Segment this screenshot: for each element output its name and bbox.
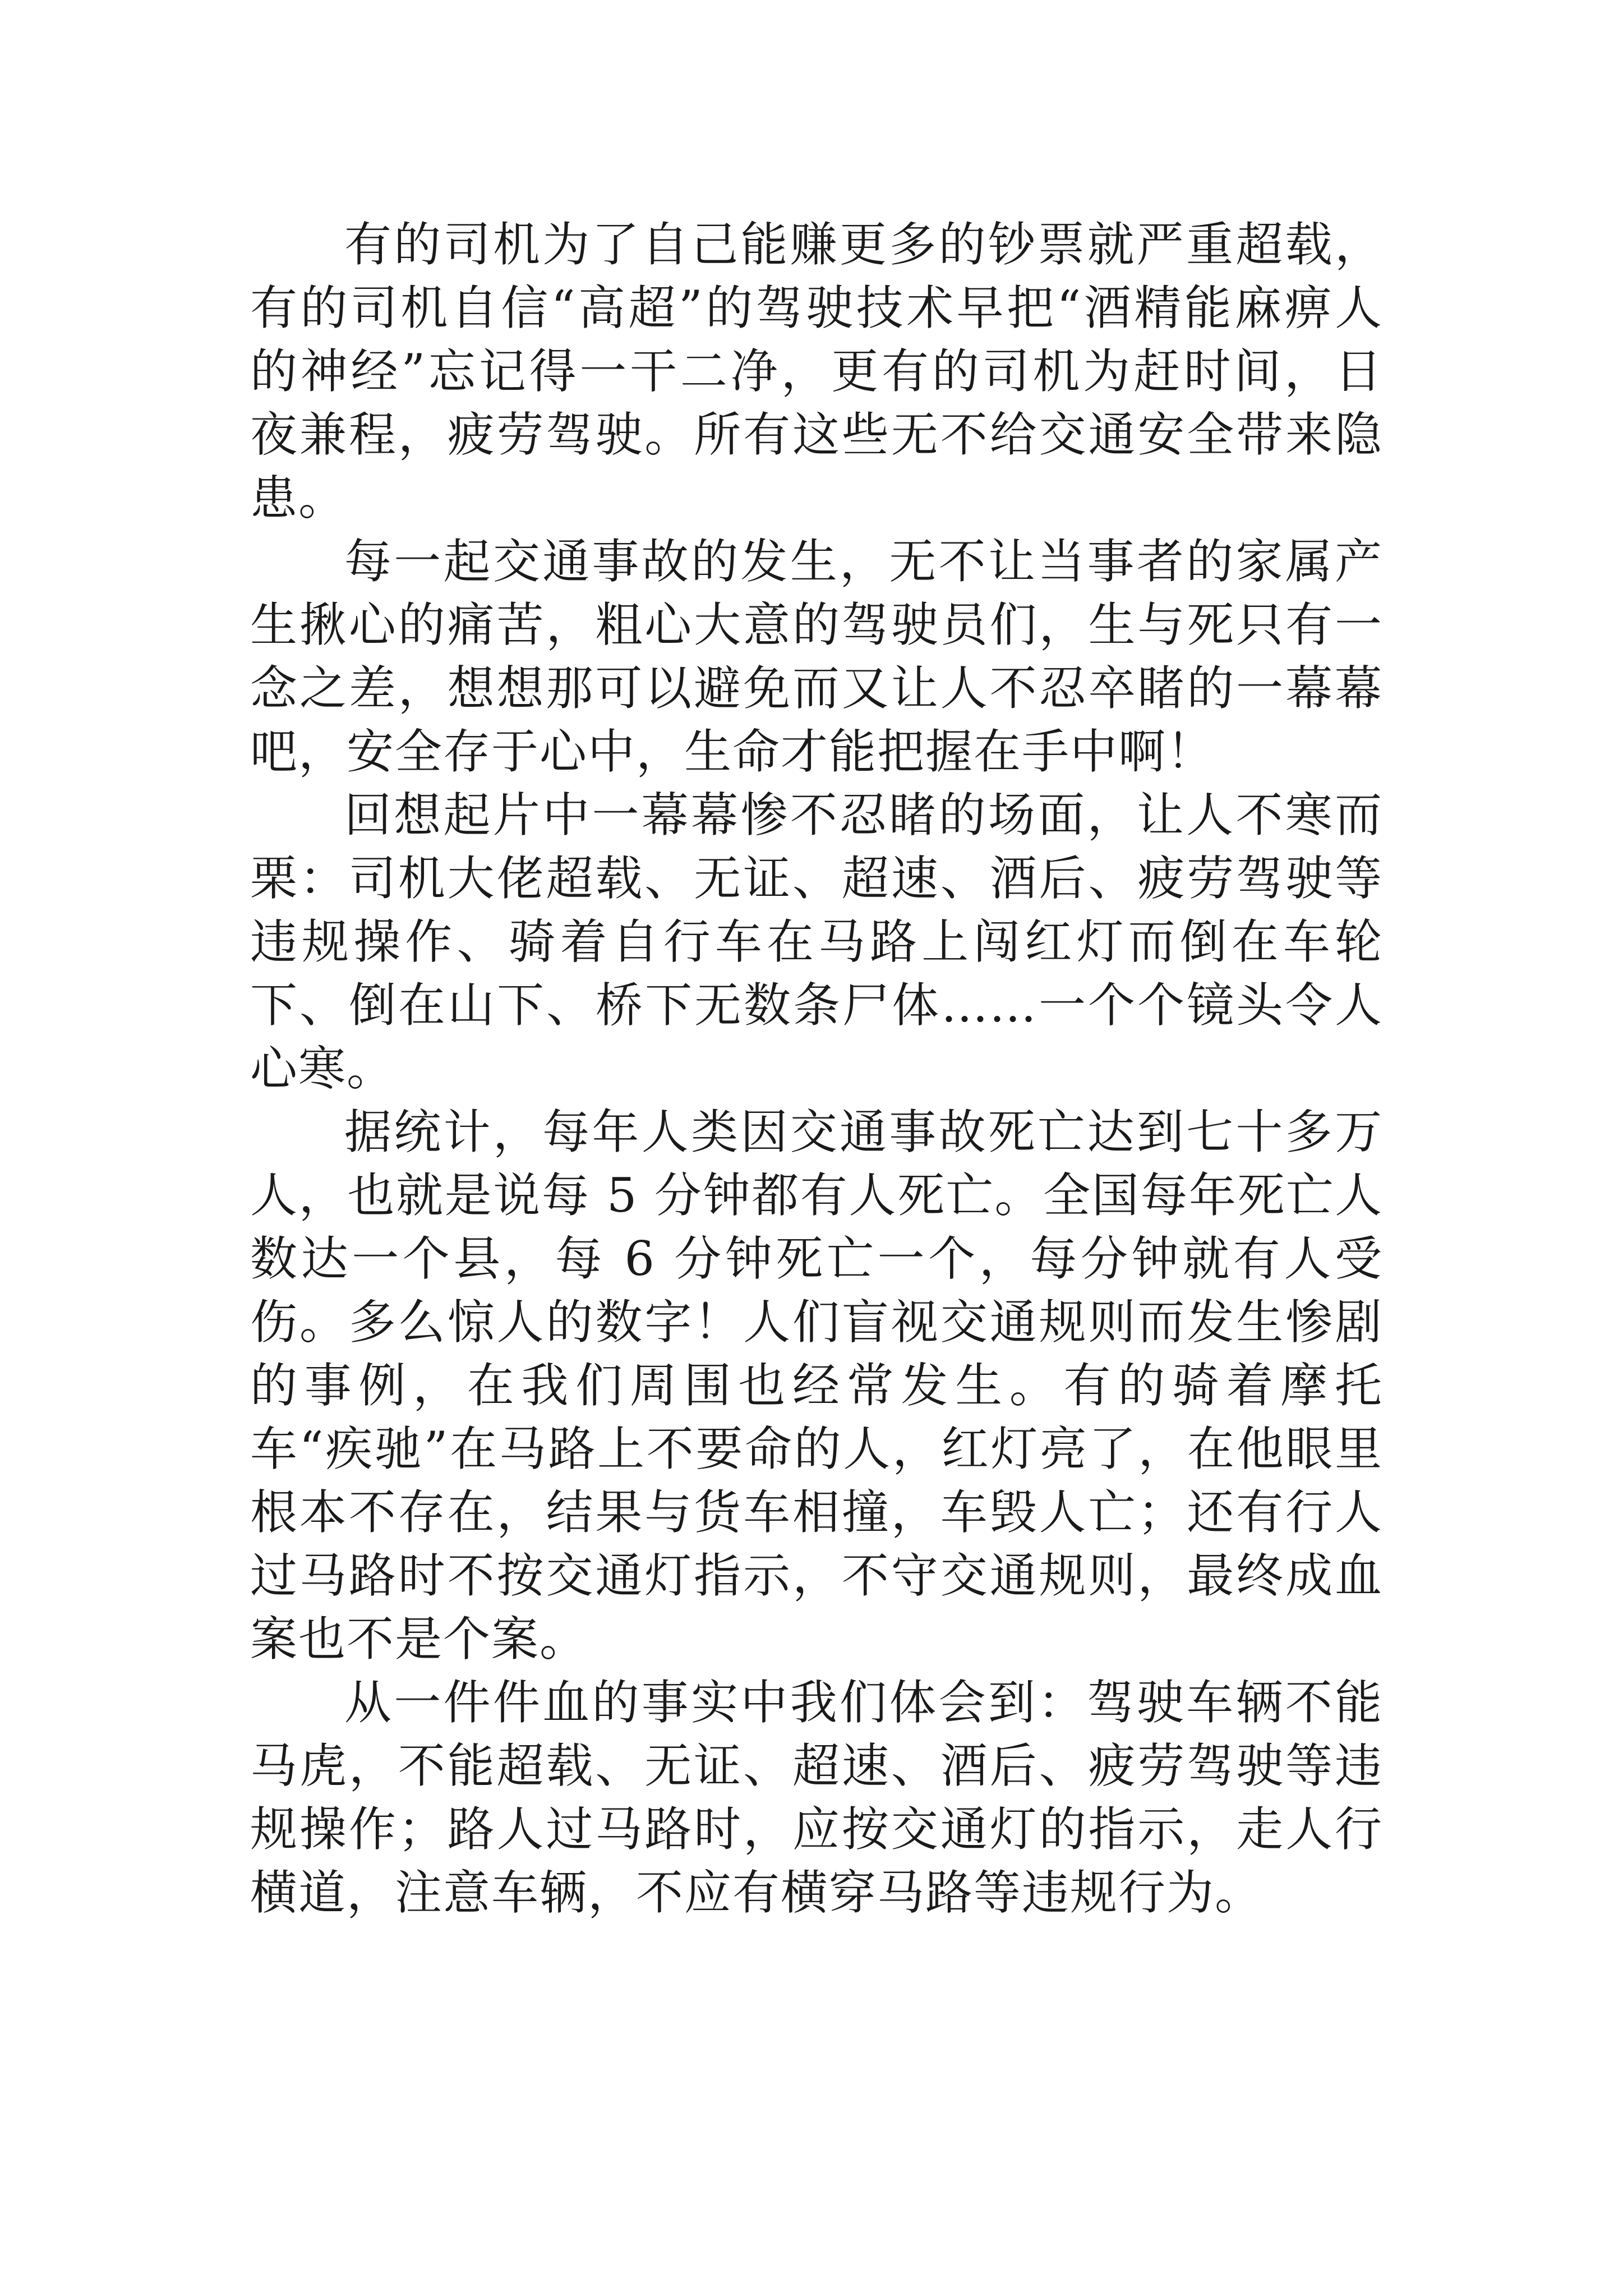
body-text [250, 213, 1383, 1925]
paragraph-2: 每一起交通事故的发生，无不让当事者的家属产生揪心的痛苦，粗心大意的驾驶员们，生与死只有一念之差，想想那可以避免而又让人不忍卒睹的一幕幕吧，安全存于心中，生命才能把握在手中啊！ [250, 534, 1383, 779]
paragraph-4: 据统计，每年人类因交通事故死亡达到七十多万人，也就是说每 5 分钟都有人死亡。全国每年死亡人数达一个县，每 6 分钟死亡一个，每分钟就有人受伤。多么惊人的数字！人们盲视交通规则而发生惨剧的事例，在我们周围也经常发生。有的骑着摩托车“疾驰”在马路上不要命的人，红灯亮了，在他眼里根本不存在，结果与货车相撞，车毁人亡；还有行人过马路时不按交通灯指示，不守交通规则，最终成血案也不是个案。 [250, 1105, 1383, 1667]
paragraph-3: 回想起片中一幕幕惨不忍睹的场面，让人不寒而栗：司机大佬超载、无证、超速、酒后、疲劳驾驶等违规操作、骑着自行车在马路上闯红灯而倒在车轮下、倒在山下、桥下无数条尸体……一个个镜头令人心寒。 [250, 788, 1383, 1096]
paragraph-5: 从一件件血的事实中我们体会到：驾驶车辆不能马虎，不能超载、无证、超速、酒后、疲劳驾驶等违规操作；路人过马路时，应按交通灯的指示，走人行横道，注意车辆，不应有横穿马路等违规行为。 [250, 1675, 1383, 1920]
paragraph-1: 有的司机为了自己能赚更多的钞票就严重超载，有的司机自信“高超”的驾驶技术早把“酒精能麻痹人的神经”忘记得一干二净，更有的司机为赶时间，日夜兼程，疲劳驾驶。所有这些无不给交通安全带来隐患。 [250, 217, 1383, 526]
